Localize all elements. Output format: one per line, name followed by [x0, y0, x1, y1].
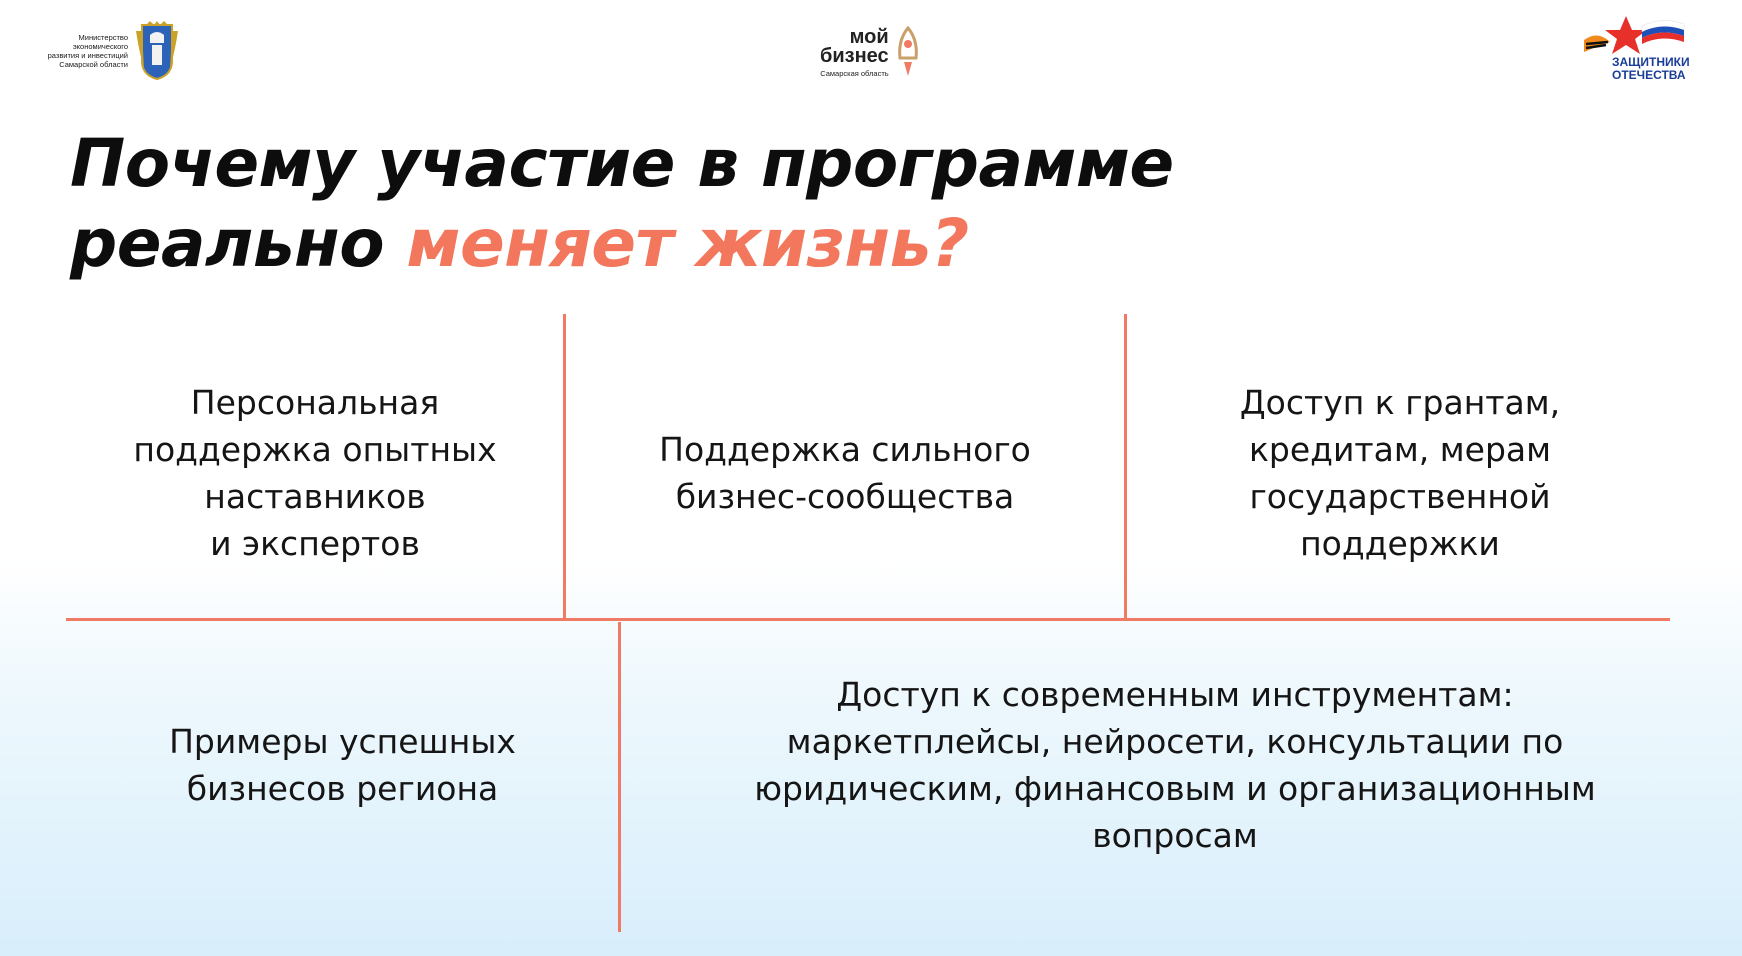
benefit-community: Поддержка сильного бизнес-сообщества	[659, 430, 1031, 516]
title-accent-part: меняет жизнь?	[406, 205, 969, 282]
ministry-line: развития и инвестиций	[47, 51, 128, 60]
zashchitniki-logo	[1580, 12, 1702, 84]
logo-word-zashchitniki: ЗАЩИТНИКИ	[1612, 55, 1690, 69]
logo-word-biznes: бизнес	[820, 44, 889, 67]
title-plain-part: реально	[70, 205, 407, 282]
ministry-logo	[36, 20, 180, 82]
benefit-mentors: Персональная поддержка опытных наставников и экспертов	[133, 383, 497, 563]
ministry-line: Министерство	[78, 33, 128, 42]
logo-region: Самарская область	[820, 68, 889, 78]
samara-coat-of-arms-icon	[134, 21, 180, 81]
title-line-2	[70, 204, 1174, 284]
divider-horizontal	[66, 618, 1670, 621]
page-title	[70, 124, 1174, 284]
moi-biznes-wordmark	[820, 25, 889, 79]
rocket-icon	[895, 26, 921, 80]
moi-biznes-logo	[820, 24, 921, 82]
star-ribbon-flag-icon	[1580, 12, 1702, 60]
divider-top-right	[1124, 314, 1127, 620]
ministry-line: экономического	[72, 42, 128, 51]
logo-word-otechestva: ОТЕЧЕСТВА	[1612, 68, 1686, 82]
title-line-1: Почему участие в программе	[70, 125, 1174, 202]
logo-word-moi: мой	[849, 25, 889, 48]
benefit-success-stories: Примеры успешных бизнесов региона	[169, 722, 516, 808]
zashchitniki-wordmark	[1612, 56, 1690, 82]
benefit-modern-tools: Доступ к современным инструментам: маркетплейсы, нейросети, консультации по юридическим, финансовым и организационным вопросам	[754, 675, 1596, 855]
benefit-grants: Доступ к грантам, кредитам, мерам государственной поддержки	[1239, 383, 1561, 563]
divider-top-left	[563, 314, 566, 620]
ministry-line: Самарской области	[59, 60, 128, 69]
divider-bottom	[618, 622, 621, 932]
ministry-name	[36, 33, 128, 69]
